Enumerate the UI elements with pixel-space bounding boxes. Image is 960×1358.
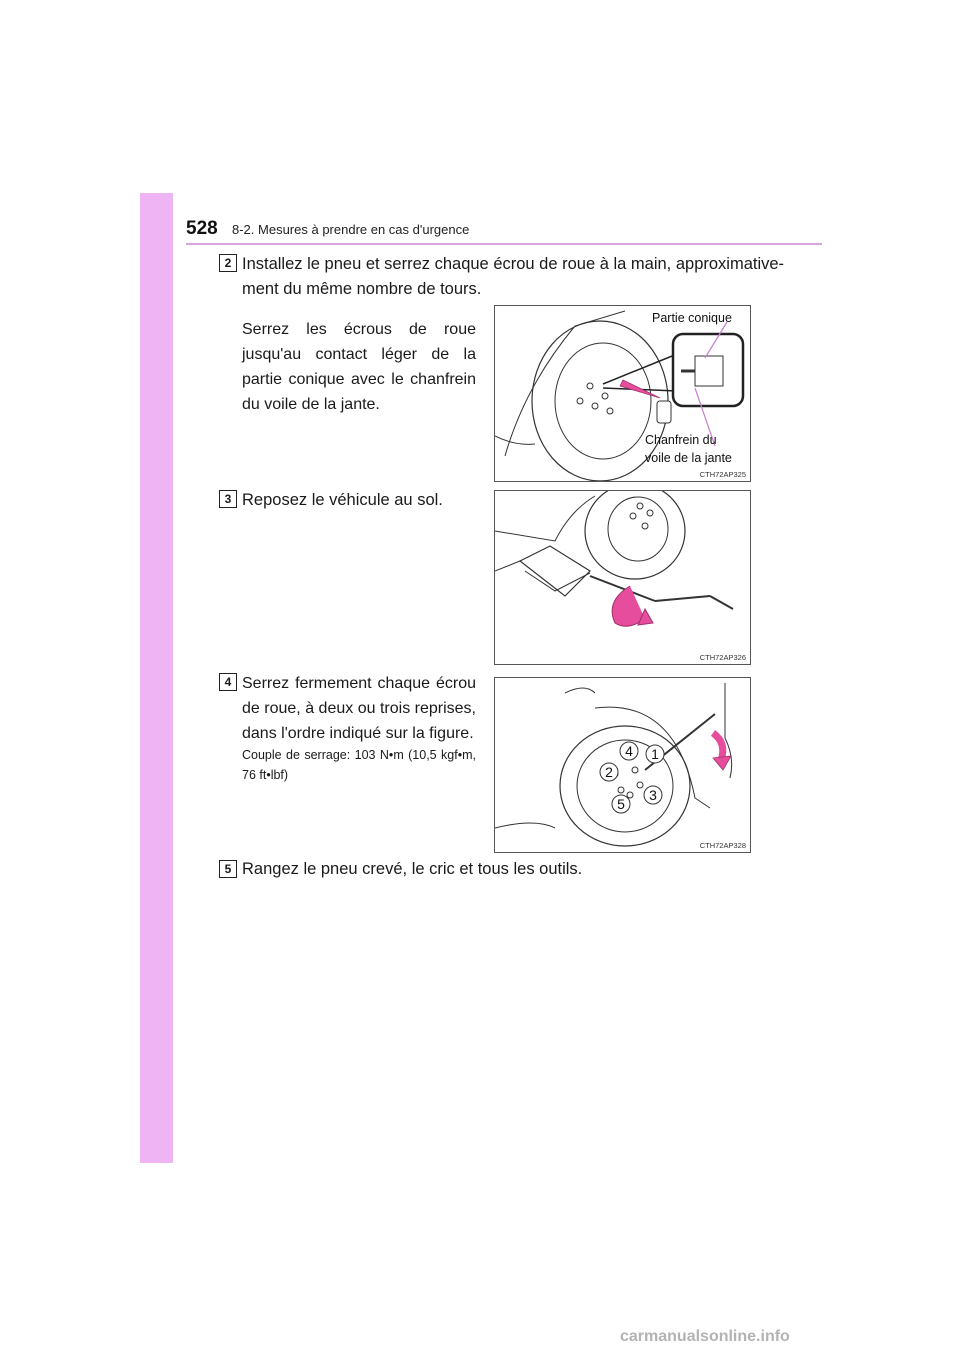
label-chanfrein-line2: voile de la jante <box>645 451 732 465</box>
order-number-3: 3 <box>649 787 657 803</box>
figure-lower-vehicle <box>494 490 751 665</box>
jack-lowering-illustration <box>495 491 750 664</box>
step-badge-4: 4 <box>219 673 237 691</box>
watermark: carmanualsonline.info <box>620 1328 790 1345</box>
step-badge-3: 3 <box>219 490 237 508</box>
step-2-detail: Serrez les écrous de roue jusqu'au contact léger de la partie conique avec le chanfrein du voile de la jante. <box>242 321 476 413</box>
order-number-2: 2 <box>605 764 613 780</box>
page-number: 528 <box>186 218 218 239</box>
step-2-text-line1: Installez le pneu et serrez chaque écrou de roue à la main, approximative- <box>242 255 785 273</box>
figure-tightening-order <box>494 677 751 853</box>
header-rule <box>186 243 822 245</box>
chapter-sidebar-tab <box>140 193 173 1163</box>
figure-code-326: CTH72AP326 <box>699 653 746 662</box>
figure-code-328: CTH72AP328 <box>699 841 746 850</box>
section-title: 8-2. Mesures à prendre en cas d'urgence <box>232 222 470 237</box>
step-4-torque-note: Couple de serrage: 103 N•m (10,5 kgf•m, 76 ft•lbf) <box>242 748 476 782</box>
order-number-5: 5 <box>617 796 625 812</box>
step-badge-5: 5 <box>219 860 237 878</box>
step-2-text-line2: ment du même nombre de tours. <box>242 280 482 298</box>
label-chanfrein-line1: Chanfrein du <box>645 433 717 447</box>
step-3-text: Reposez le véhicule au sol. <box>242 491 443 509</box>
step-5-text: Rangez le pneu crevé, le cric et tous les outils. <box>242 860 583 878</box>
step-badge-2: 2 <box>219 254 237 272</box>
order-number-1: 1 <box>651 746 659 762</box>
tightening-order-illustration <box>495 678 750 852</box>
step-4-text: Serrez fermement chaque écrou de roue, à deux ou trois reprises, dans l'ordre indiqué sur la figure. <box>242 675 476 742</box>
order-number-4: 4 <box>625 743 633 759</box>
figure-wheel-nut-cone <box>494 305 751 482</box>
figure-code-325: CTH72AP325 <box>699 470 746 479</box>
label-partie-conique: Partie conique <box>652 311 732 325</box>
